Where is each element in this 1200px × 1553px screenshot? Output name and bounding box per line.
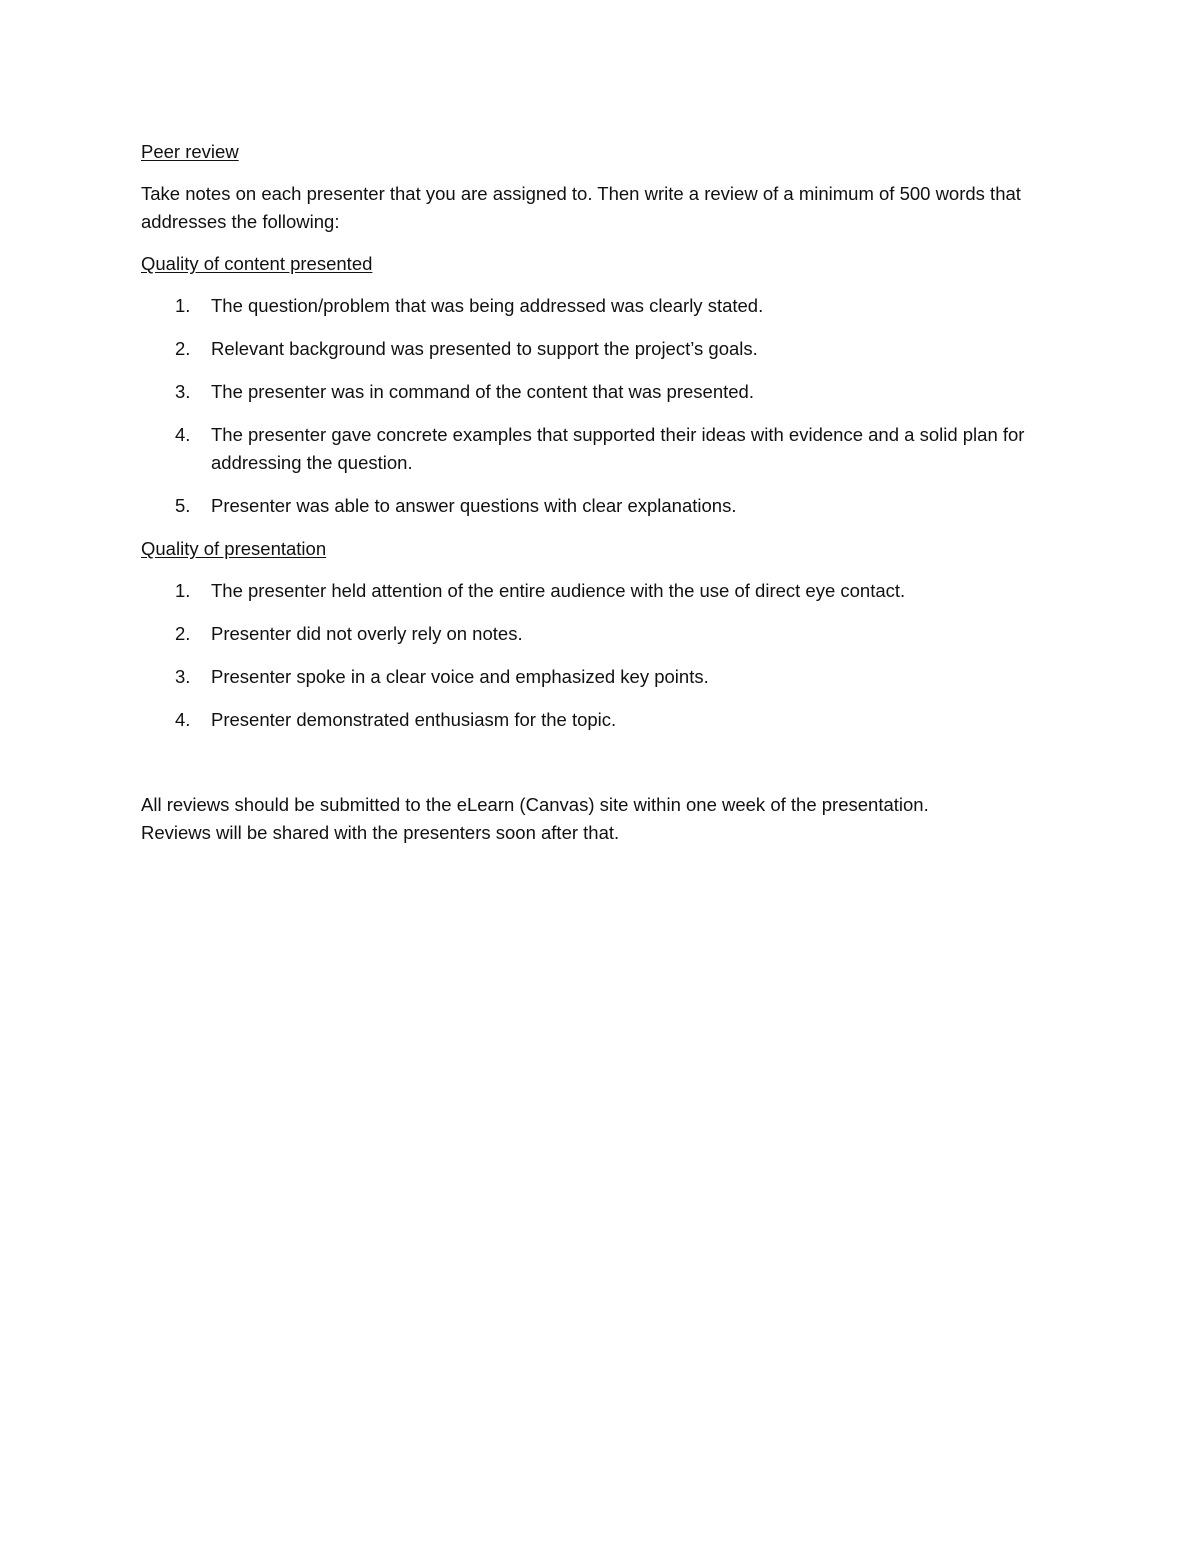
list-item (141, 421, 1071, 477)
list-item-text: The presenter held attention of the entire audience with the use of direct eye contact. (211, 580, 906, 601)
presentation-criteria-list (141, 577, 1071, 734)
closing-line: All reviews should be submitted to the eLearn (Canvas) site within one week of the presentation. (141, 794, 929, 815)
list-item (141, 292, 1071, 320)
list-item-text: The presenter gave concrete examples that supported their ideas with evidence and a solid plan for addressing the question. (211, 424, 1025, 473)
list-item-number: 3. (175, 666, 191, 687)
list-item-number: 1. (175, 580, 191, 601)
list-item-text: Presenter demonstrated enthusiasm for the topic. (211, 709, 617, 730)
list-item-number: 2. (175, 338, 191, 359)
closing-paragraph (141, 791, 1071, 847)
list-item-number: 2. (175, 623, 191, 644)
document-body (141, 138, 1071, 847)
list-item (141, 335, 1071, 363)
list-item (141, 706, 1071, 734)
list-item-text: Presenter was able to answer questions with clear explanations. (211, 495, 737, 516)
list-item-number: 4. (175, 424, 191, 445)
list-item (141, 620, 1071, 648)
section-heading-presentation: Quality of presentation (141, 538, 327, 559)
list-item (141, 577, 1071, 605)
list-item-number: 5. (175, 495, 191, 516)
section-heading-content: Quality of content presented (141, 253, 373, 274)
list-item-number: 4. (175, 709, 191, 730)
list-item-number: 3. (175, 381, 191, 402)
list-item-text: The presenter was in command of the content that was presented. (211, 381, 754, 402)
document-title: Peer review (141, 141, 239, 162)
closing-line: Reviews will be shared with the presenters soon after that. (141, 822, 620, 843)
list-item-text: Presenter did not overly rely on notes. (211, 623, 523, 644)
content-criteria-list (141, 292, 1071, 520)
intro-paragraph: Take notes on each presenter that you are assigned to. Then write a review of a minimum of 500 words that addresses the following: (141, 183, 1021, 232)
paragraph-spacer (141, 749, 1071, 791)
list-item (141, 378, 1071, 406)
list-item-text: Presenter spoke in a clear voice and emphasized key points. (211, 666, 709, 687)
list-item (141, 492, 1071, 520)
list-item (141, 663, 1071, 691)
list-item-text: The question/problem that was being addressed was clearly stated. (211, 295, 764, 316)
list-item-number: 1. (175, 295, 191, 316)
list-item-text: Relevant background was presented to support the project’s goals. (211, 338, 758, 359)
